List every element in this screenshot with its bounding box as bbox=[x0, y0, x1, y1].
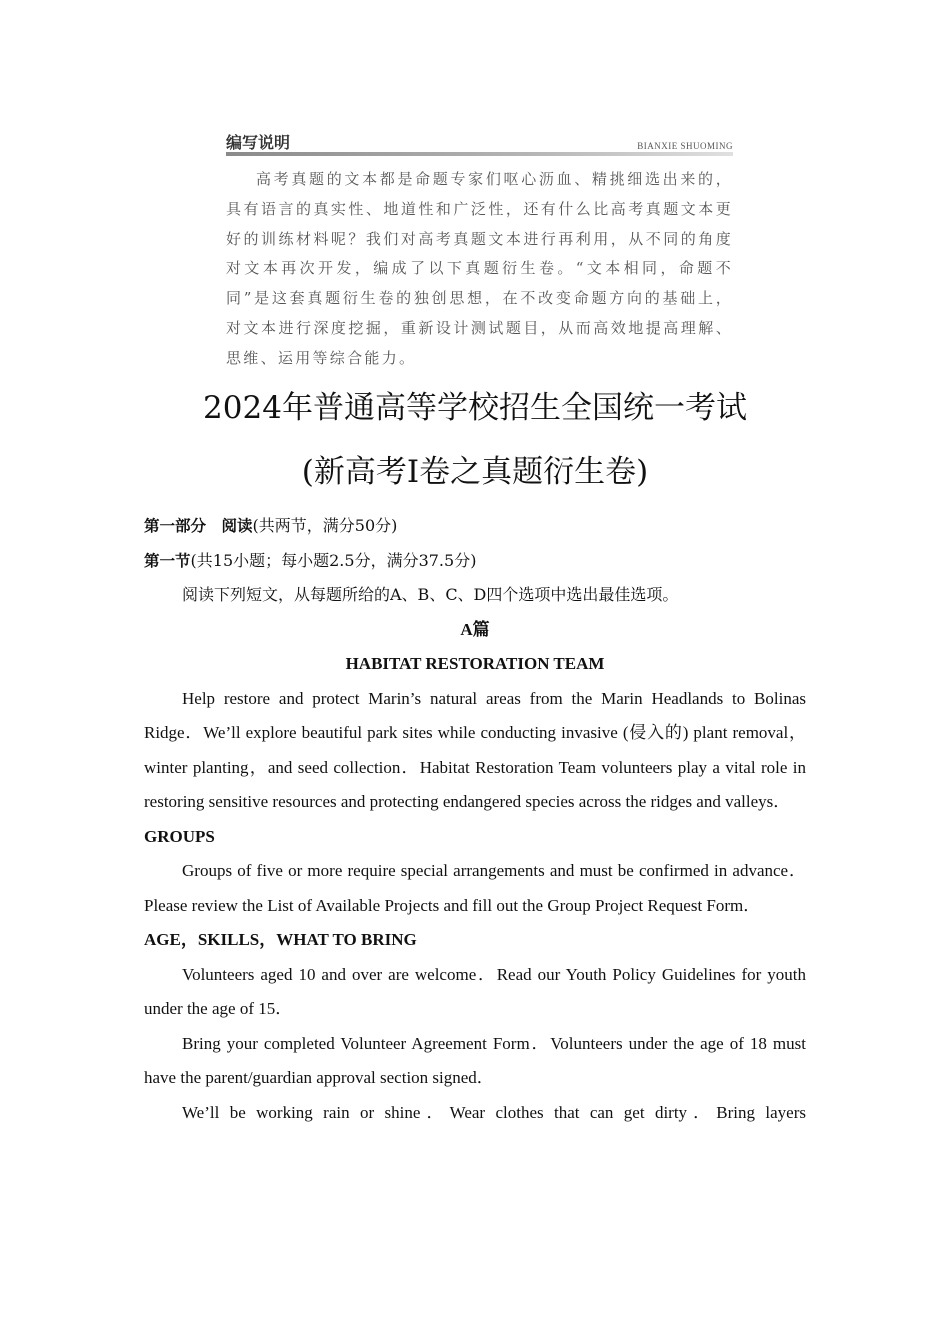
editor-note-body: 高考真题的文本都是命题专家们呕心沥血、精挑细选出来的，具有语言的真实性、地道性和广泛性，还有什么比高考真题文本更好的训练材料呢？我们对高考真题文本进行再利用，从不同的角度对文本再次开发，编成了以下真题衍生卷。“文本相同，命题不同”是这套真题衍生卷的独创思想，在不改变命题方向的基础上，对文本进行深度挖掘，重新设计测试题目，从而高效地提高理解、思维、运用等综合能力。 bbox=[226, 170, 733, 367]
exam-content bbox=[144, 509, 806, 1130]
groups-text: Groups of five or more require special arrangements and must be confirmed in advance．Please review the List of Available Projects and fill out the Group Project Request Form． bbox=[144, 861, 806, 915]
editor-note-divider bbox=[226, 152, 733, 156]
age-text-2: Bring your completed Volunteer Agreement Form．Volunteers under the age of 18 must have the parent/guardian approval section signed． bbox=[144, 1033, 806, 1087]
exam-subtitle: (新高考Ⅰ卷之真题衍生卷) bbox=[301, 454, 649, 490]
editor-note-title-en: BIANXIE SHUOMING bbox=[637, 141, 733, 151]
section-label: 第一节 bbox=[144, 551, 191, 570]
age-heading: AGE，SKILLS，WHAT TO BRING bbox=[144, 930, 417, 949]
passage-title: HABITAT RESTORATION TEAM bbox=[345, 654, 605, 673]
part-heading bbox=[144, 509, 806, 544]
editor-note-title: 编写说明 bbox=[226, 133, 291, 152]
instruction: 阅读下列短文，从每题所给的A、B、C、D四个选项中选出最佳选项。 bbox=[182, 585, 679, 604]
passage-intro: Help restore and protect Marin’s natural areas from the Marin Headlands to Bolinas Ridge．We’ll explore beautiful park sites while conducting invasive (侵入的) plant removal，winter planting，and seed collection．Habitat Restoration Team volunteers play a vital role in restoring sensitive resources and protecting endangered species across the ridges and valleys． bbox=[144, 688, 806, 811]
part-detail: (共两节，满分50分) bbox=[252, 516, 398, 535]
editor-note-header bbox=[226, 130, 733, 158]
exam-title: 2024年普通高等学校招生全国统一考试 bbox=[203, 390, 747, 426]
part-label: 第一部分 阅读 bbox=[144, 517, 253, 535]
section-detail: (共15小题；每小题2.5分，满分37.5分) bbox=[190, 550, 477, 570]
groups-heading: GROUPS bbox=[144, 826, 215, 846]
age-text-1: Volunteers aged 10 and over are welcome．Read our Youth Policy Guidelines for youth under the age of 15． bbox=[144, 964, 806, 1018]
section-heading bbox=[144, 544, 806, 579]
passage-label: A篇 bbox=[460, 619, 490, 639]
age-text-3: We’ll be working rain or shine．Wear clothes that can get dirty．Bring layers bbox=[182, 1102, 806, 1122]
